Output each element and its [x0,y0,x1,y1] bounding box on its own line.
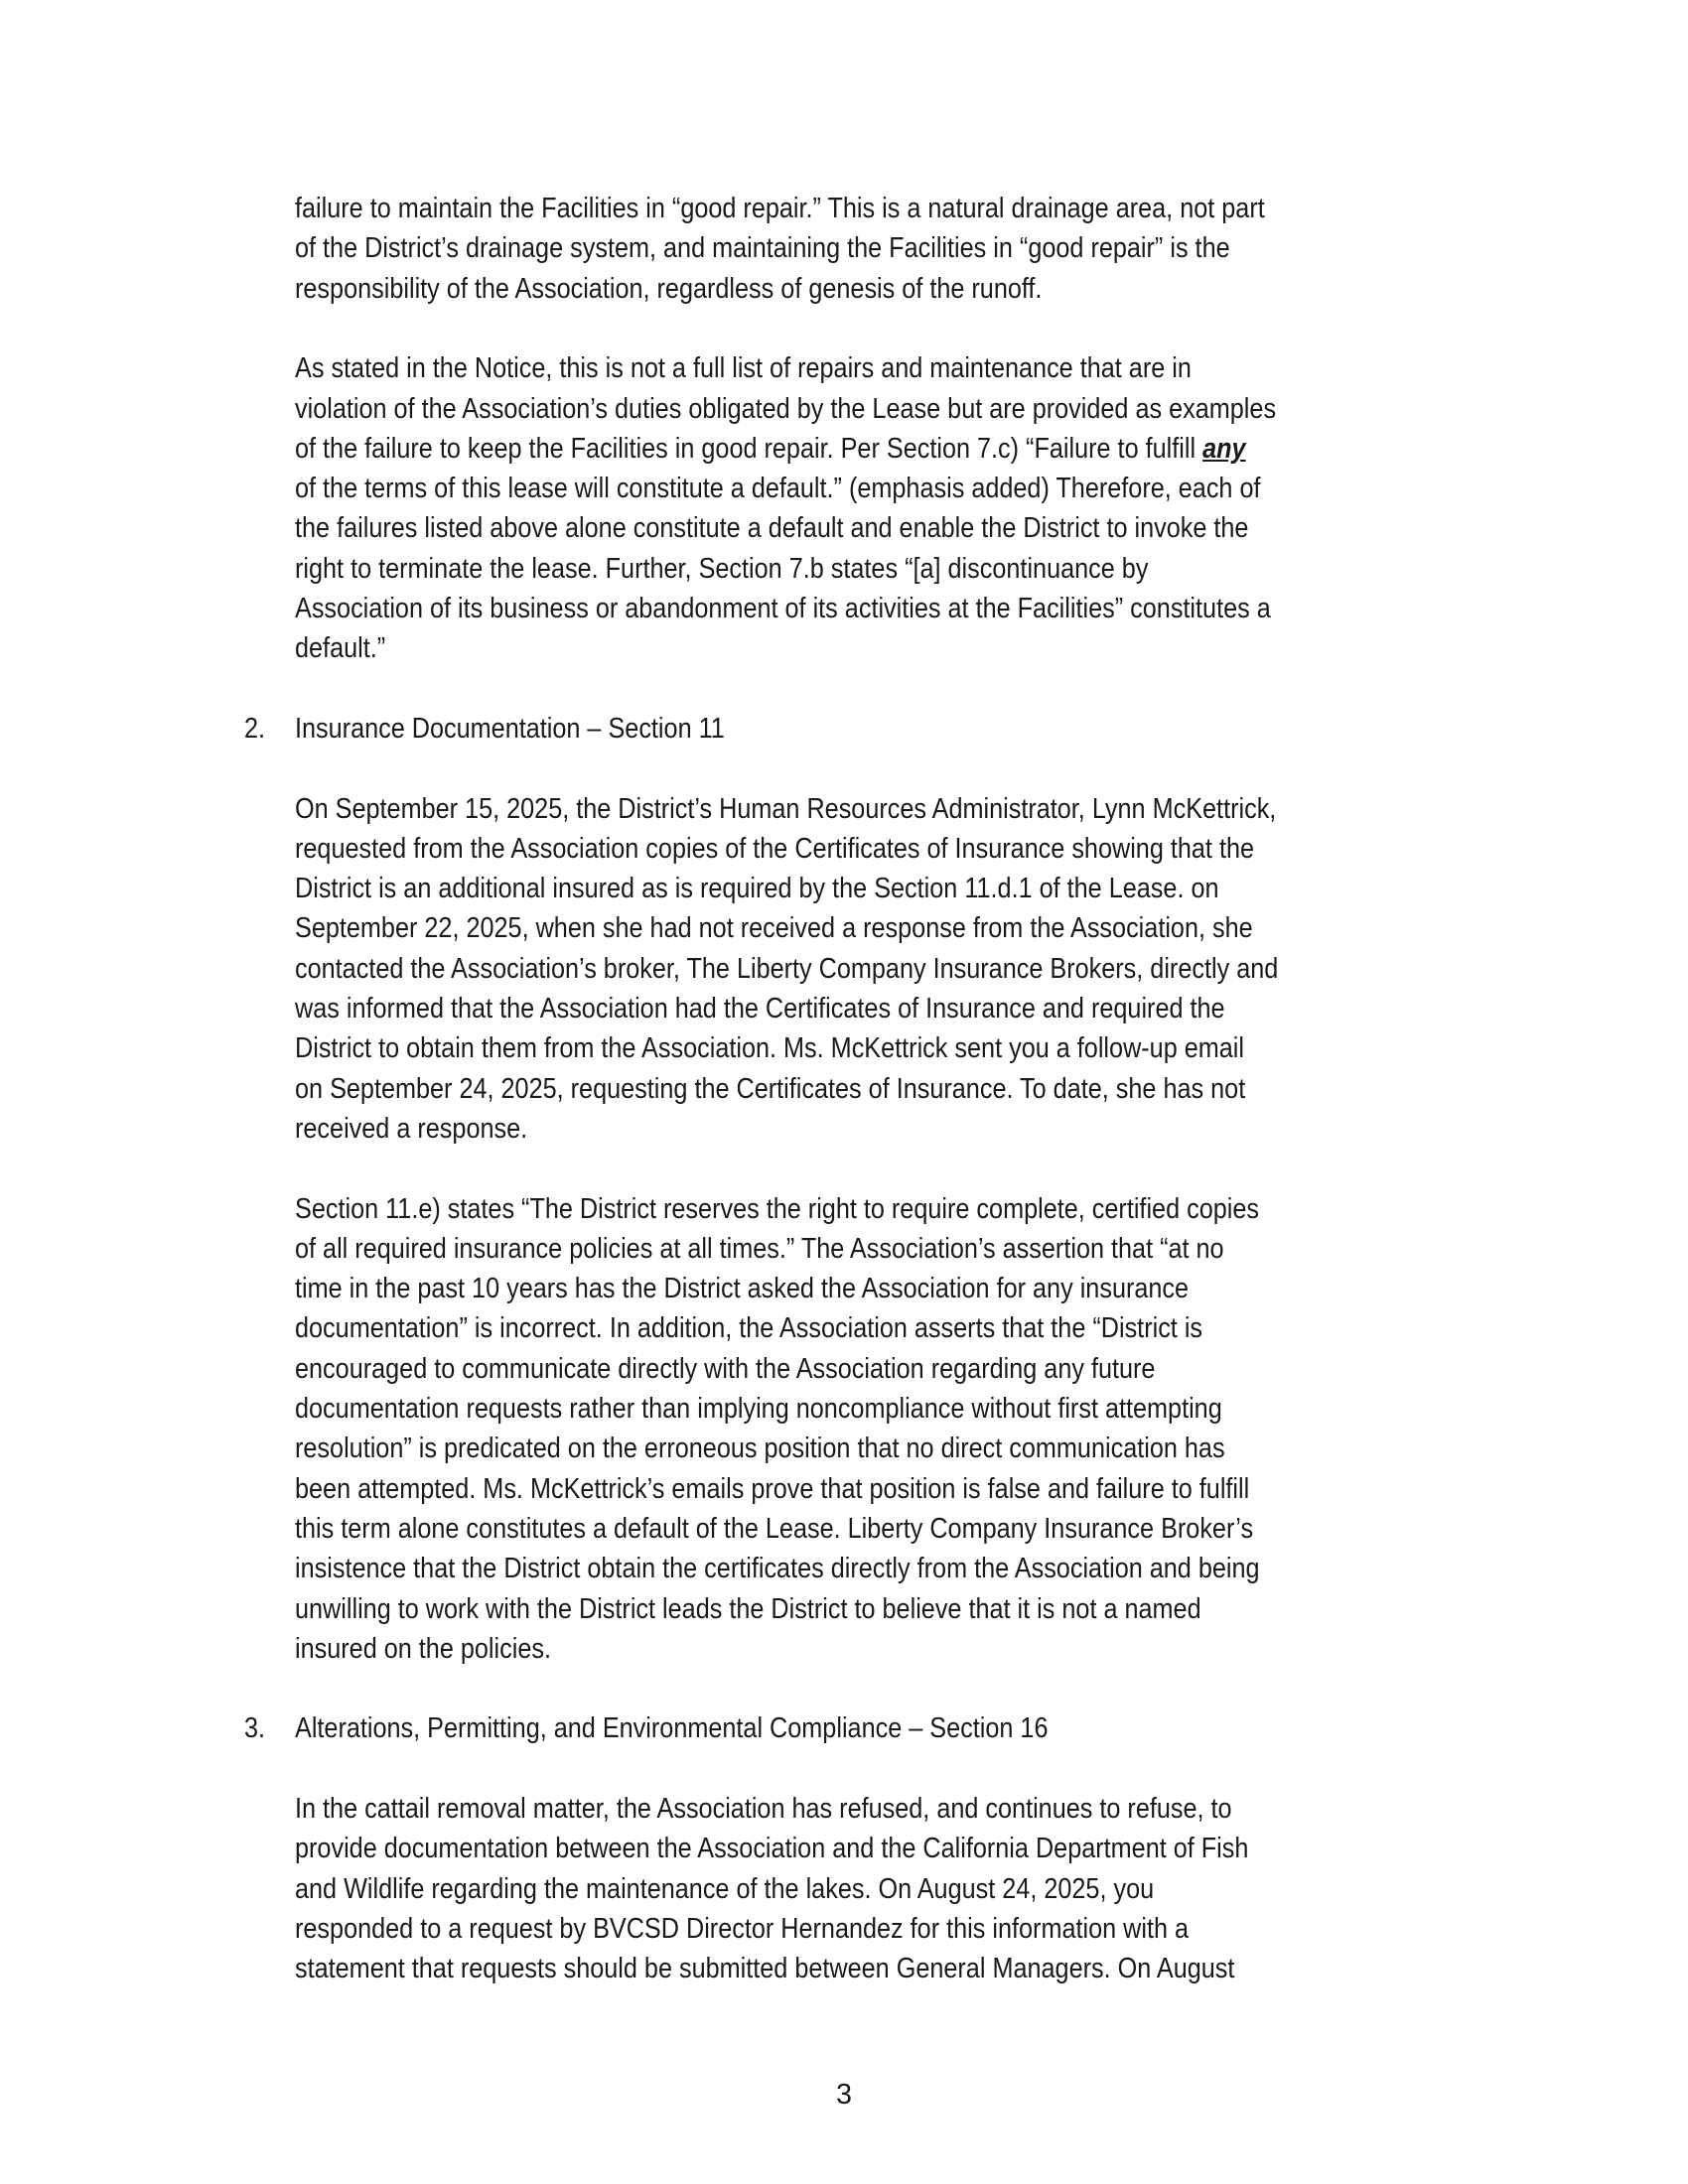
paragraph-line: received a response. [295,1112,528,1145]
page-number: 3 [836,2079,852,2111]
paragraph-line: District is an additional insured as is required by the Section 11.d.1 of the Lease. on [295,873,1219,905]
paragraph-line: Section 11.e) states “The District reserves the right to require complete, certified copies [295,1192,1260,1225]
paragraph-line: responsibility of the Association, regardless of genesis of the runoff. [295,272,1043,305]
paragraph-line: and Wildlife regarding the maintenance of the lakes. On August 24, 2025, you [295,1872,1155,1905]
paragraph-line: insured on the policies. [295,1632,551,1665]
section-number: 2. [244,712,266,745]
paragraph-line: requested from the Association copies of the Certificates of Insurance showing that the [295,832,1255,865]
paragraph-line: failure to maintain the Facilities in “good repair.” This is a natural drainage area, not part [295,193,1265,224]
paragraph-line: September 22, 2025, when she had not received a response from the Association, she [295,912,1253,945]
paragraph-line: of all required insurance policies at all times.” The Association’s assertion that “at no [295,1232,1224,1265]
paragraph-line: of the terms of this lease will constitute a default.” (emphasis added) Therefore, each of [295,473,1261,505]
paragraph-line: documentation” is incorrect. In addition, the Association asserts that the “District is [295,1312,1203,1345]
section-heading: Insurance Documentation – Section 11 [295,712,725,745]
paragraph-line: District to obtain them from the Association. Ms. McKettrick sent you a follow-up email [295,1032,1245,1065]
paragraph-line: right to terminate the lease. Further, Section 7.b states “[a] discontinuance by [295,552,1149,585]
paragraph-line: As stated in the Notice, this is not a full list of repairs and maintenance that are in [295,352,1192,385]
paragraph-line: on September 24, 2025, requesting the Certificates of Insurance. To date, she has not [295,1072,1246,1105]
paragraph-line: encouraged to communicate directly with the Association regarding any future [295,1352,1156,1385]
paragraph-line: In the cattail removal matter, the Association has refused, and continues to refuse, to [295,1793,1232,1825]
paragraph-line: this term alone constitutes a default of the Lease. Liberty Company Insurance Broker’s [295,1512,1254,1545]
paragraph-line: resolution” is predicated on the erroneous position that no direct communication has [295,1433,1225,1465]
paragraph-line: of the District’s drainage system, and maintaining the Facilities in “good repair” is the [295,232,1230,265]
paragraph-line: documentation requests rather than implying noncompliance without first attempting [295,1393,1222,1425]
paragraph-line: responded to a request by BVCSD Director Hernandez for this information with a [295,1912,1190,1945]
paragraph-line: default.” [295,632,386,665]
paragraph-line: Association of its business or abandonment of its activities at the Facilities” constitutes a [295,593,1271,624]
section-number: 3. [244,1712,266,1745]
paragraph-line: unwilling to work with the District leads the District to believe that it is not a named [295,1592,1201,1625]
paragraph-line: violation of the Association’s duties obligated by the Lease but are provided as examples [295,392,1277,425]
section-heading: Alterations, Permitting, and Environmental Compliance – Section 16 [295,1712,1049,1745]
paragraph-line: was informed that the Association had the Certificates of Insurance and required the [295,993,1225,1024]
paragraph-line: time in the past 10 years has the District asked the Association for any insurance [295,1273,1190,1305]
paragraph-line: On September 15, 2025, the District’s Human Resources Administrator, Lynn McKettrick, [295,792,1277,825]
paragraph-line: provide documentation between the Association and the California Department of Fish [295,1833,1249,1865]
paragraph-line: insistence that the District obtain the certificates directly from the Association and being [295,1553,1260,1585]
paragraph-line: contacted the Association’s broker, The Liberty Company Insurance Brokers, directly and [295,952,1279,985]
paragraph-line: statement that requests should be submitted between General Managers. On August [295,1953,1235,1985]
paragraph-line [295,429,1246,469]
paragraph-line: the failures listed above alone constitute a default and enable the District to invoke the [295,512,1249,545]
line-text: of the failure to keep the Facilities in good repair. Per Section 7.c) “Failure to fulfill [295,432,1203,465]
paragraph-line: been attempted. Ms. McKettrick’s emails prove that position is false and failure to fulfill [295,1472,1250,1505]
emphasized-word: any [1202,432,1246,465]
